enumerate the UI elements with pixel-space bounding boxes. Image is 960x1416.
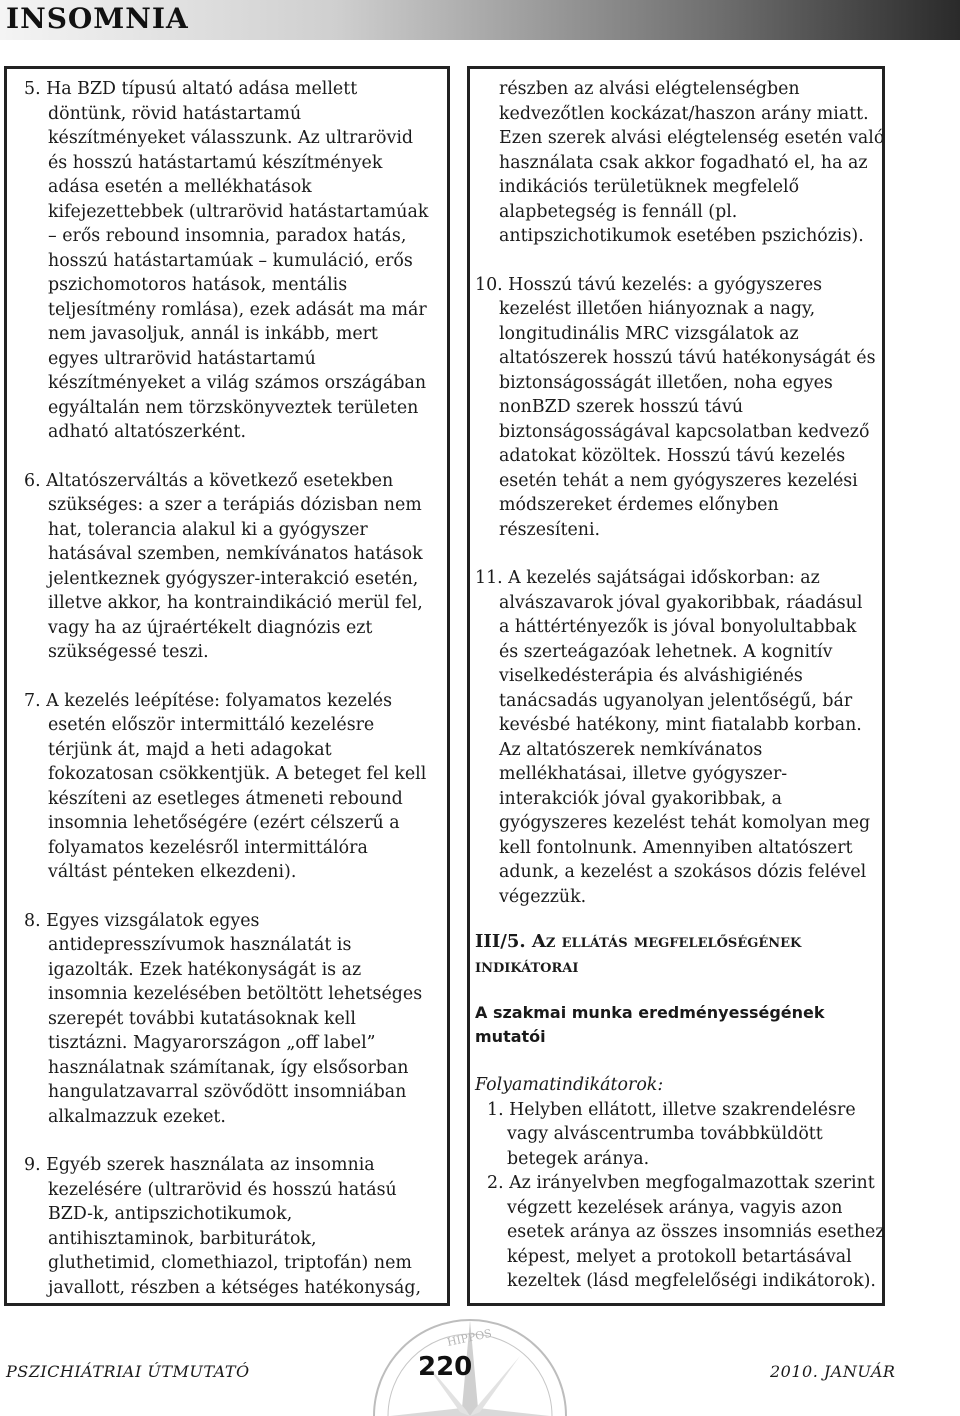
text-line: kell fontolnunk. Amennyiben altatószert bbox=[499, 837, 853, 858]
text-line: használata csak akkor fogadható el, ha az bbox=[499, 152, 868, 173]
text-line: hosszú hatástartamúak – kumuláció, erős bbox=[48, 250, 413, 271]
list-item-5 bbox=[24, 77, 439, 445]
text-line: gluthetimid, clomethiazol, triptofán) nem bbox=[48, 1253, 412, 1273]
text-line: adása esetén a mellékhatások bbox=[48, 177, 312, 197]
text-line: igazolták. Ezek hatékonyságát is az bbox=[48, 959, 362, 980]
text-line: mellékhatásai, illetve gyógyszer- bbox=[499, 764, 788, 784]
text-line: végezzük. bbox=[499, 886, 587, 907]
list-item-10 bbox=[475, 273, 877, 543]
text-line: 11. A kezelés sajátságai időskorban: az bbox=[475, 568, 820, 588]
text-line: pszichomotoros hatások, mentális bbox=[48, 275, 348, 295]
text-line: antihisztaminok, barbiturátok, bbox=[48, 1228, 317, 1249]
sub-heading-line: mutatói bbox=[475, 1027, 546, 1046]
text-line: 7. A kezelés leépítése: folyamatos kezelés bbox=[24, 690, 393, 711]
text-line: végzett kezelések aránya, vagyis azon bbox=[507, 1197, 843, 1218]
text-line: esetek aránya az összes insomniás esethez bbox=[507, 1222, 885, 1242]
text-line: egyes ultrarövid hatástartamú bbox=[48, 348, 316, 369]
text-line: – erős rebound insomnia, paradox hatás, bbox=[48, 226, 407, 246]
text-line: adható altatószerként. bbox=[48, 422, 247, 442]
text-line: váltást pénteken elkezdeni). bbox=[48, 862, 297, 882]
text-line: fokozatosan csökkentjük. A beteget fel kell bbox=[48, 764, 427, 784]
seal-text: HIPPOS bbox=[445, 1326, 493, 1349]
text-line: Ezen szerek alvási elégtelenség esetén való bbox=[499, 128, 885, 148]
text-line: készítményeket a világ számos országában bbox=[48, 373, 427, 393]
text-line: 6. Altatószerváltás a következő esetekben bbox=[24, 470, 394, 491]
footer-publication: PSZICHIÁTRIAI ÚTMUTATÓ bbox=[6, 1362, 250, 1381]
indicator-list bbox=[475, 1098, 885, 1294]
text-line: folyamatos kezelésről intermittálóra bbox=[48, 837, 368, 858]
text-line: biztonságosságát illetően, noha egyes bbox=[499, 372, 833, 393]
text-line: esetén először intermittáló kezelésre bbox=[48, 715, 375, 735]
text-line: antipszichotikumok esetében pszichózis). bbox=[499, 226, 864, 246]
text-line: 5. Ha BZD típusú altató adása mellett bbox=[24, 79, 358, 99]
text-line: kezelést illetően hiányoznak a nagy, bbox=[499, 299, 816, 319]
text-line: és szerteágazóak lehetnek. A kognitív bbox=[499, 641, 833, 662]
text-line: jelentkeznek gyógyszer-interakció esetén, bbox=[48, 568, 419, 589]
text-line: 10. Hosszú távú kezelés: a gyógyszeres bbox=[475, 274, 823, 295]
text-line: kezeltek (lásd megfelelőségi indikátorok). bbox=[507, 1271, 876, 1291]
text-line: képest, melyet a protokoll betartásával bbox=[507, 1246, 852, 1267]
list-item-9-continuation bbox=[475, 77, 885, 249]
text-line: antidepresszívumok használatát is bbox=[48, 935, 352, 955]
section-heading-line: III/5. Az ellátás megfelelőségének bbox=[475, 931, 802, 952]
text-line: altatószerek hosszú távú hatékonyságát és bbox=[499, 348, 876, 368]
indicators-label: Folyamatindikátorok: bbox=[475, 1075, 664, 1095]
text-line: szükséges: a szer a terápiás dózisban nem bbox=[48, 495, 422, 515]
right-column bbox=[475, 77, 885, 1294]
section-heading-line: indikátorai bbox=[475, 956, 579, 977]
text-line: esetén tehát a nem gyógyszeres kezelési bbox=[499, 470, 858, 491]
list-item-7 bbox=[24, 689, 439, 885]
text-line: szerepét további kutatásoknak kell bbox=[48, 1008, 356, 1029]
text-line: kezelésére (ultrarövid és hosszú hatású bbox=[48, 1179, 397, 1200]
text-line: 8. Egyes vizsgálatok egyes bbox=[24, 910, 260, 931]
text-line: kevésbé hatékony, mint fiatalabb korban. bbox=[499, 715, 862, 735]
text-line: módszereket érdemes előnyben bbox=[499, 495, 779, 515]
text-line: BZD-k, antipszichotikumok, bbox=[48, 1204, 293, 1224]
text-line: longitudinális MRC vizsgálatok az bbox=[499, 323, 799, 344]
text-line: hat, tolerancia alakul ki a gyógyszer bbox=[48, 519, 368, 540]
text-line: nonBZD szerek hosszú távú bbox=[499, 397, 744, 417]
text-line: biztonságosságával kapcsolatban kedvező bbox=[499, 421, 870, 442]
text-line: szükségessé teszi. bbox=[48, 642, 209, 662]
text-line: insomnia kezelésében betöltött lehetséges bbox=[48, 984, 423, 1004]
list-item-9 bbox=[24, 1153, 439, 1300]
text-line: 2. Az irányelvben megfogalmazottak szerint bbox=[487, 1173, 875, 1193]
text-line: hatásával szemben, nemkívánatos hatások bbox=[48, 544, 423, 564]
sub-heading-line: A szakmai munka eredményességének bbox=[475, 1003, 825, 1022]
text-line: 1. Helyben ellátott, illetve szakrendelésre bbox=[487, 1099, 856, 1120]
text-line: teljesítmény romlása), ezek adását ma már bbox=[48, 299, 427, 320]
text-line: döntünk, rövid hatástartamú bbox=[48, 103, 302, 124]
text-line: alvászavarok jóval gyakoribbak, ráadásul bbox=[499, 592, 863, 613]
text-line: kedvezőtlen kockázat/haszon arány miatt. bbox=[499, 103, 869, 124]
text-line: egyáltalán nem törzskönyveztek területen bbox=[48, 397, 419, 418]
text-line: készíteni az esetleges átmeneti rebound bbox=[48, 788, 403, 809]
section-heading bbox=[475, 929, 877, 979]
text-line: nem javasoljuk, annál is inkább, mert bbox=[48, 324, 378, 344]
running-title: INSOMNIA bbox=[6, 2, 189, 35]
list-item-11 bbox=[475, 566, 877, 909]
text-line: betegek aránya. bbox=[507, 1148, 650, 1169]
list-item-8 bbox=[24, 909, 439, 1130]
text-line: illetve akkor, ha kontraindikáció merül fel, bbox=[48, 593, 423, 613]
text-line: tisztázni. Magyarországon „off label” bbox=[48, 1033, 376, 1053]
text-line: alapbetegség is fennáll (pl. bbox=[499, 201, 738, 222]
text-line: insomnia lehetőségére (ezért célszerű a bbox=[48, 813, 400, 833]
text-line: vagy alváscentrumba továbbküldött bbox=[507, 1124, 823, 1144]
indicator-item-2 bbox=[475, 1171, 885, 1294]
footer-date: 2010. JANUÁR bbox=[770, 1362, 896, 1381]
list-item-6 bbox=[24, 469, 439, 665]
text-line: 9. Egyéb szerek használata az insomnia bbox=[24, 1155, 375, 1175]
text-line: javallott, részben a kétséges hatékonyság, bbox=[48, 1277, 422, 1298]
indicator-item-1 bbox=[475, 1098, 877, 1172]
text-line: részben az alvási elégtelenségben bbox=[499, 79, 800, 99]
text-line: adunk, a kezelést a szokásos dózis felével bbox=[499, 862, 867, 882]
text-line: használatnak számítanak, így elsősorban bbox=[48, 1057, 409, 1078]
text-line: hangulatzavarral szövődött insomniában bbox=[48, 1082, 407, 1102]
header-band bbox=[0, 0, 960, 40]
text-line: készítményeket válasszunk. Az ultrarövid bbox=[48, 128, 414, 148]
text-line: térjünk át, majd a heti adagokat bbox=[48, 739, 332, 760]
text-line: a háttértényezők is jóval bonyolultabbak bbox=[499, 617, 857, 637]
text-line: adatokat közöltek. Hosszú távú kezelés bbox=[499, 446, 846, 466]
text-line: gyógyszeres kezelést tehát komolyan meg bbox=[499, 813, 871, 833]
text-line: vagy ha az újraértékelt diagnózis ezt bbox=[48, 617, 373, 638]
sub-heading bbox=[475, 1001, 877, 1049]
page-number: 220 bbox=[418, 1352, 473, 1382]
text-line: és hosszú hatástartamú készítmények bbox=[48, 152, 383, 173]
text-line: alkalmazzuk ezeket. bbox=[48, 1106, 226, 1127]
text-line: interakciók jóval gyakoribbak, a bbox=[499, 788, 783, 809]
text-line: részesíteni. bbox=[499, 519, 601, 540]
text-line: tanácsadás ugyanolyan jelentőségű, bár bbox=[499, 690, 853, 711]
text-line: kifejezettebbek (ultrarövid hatástartamúak bbox=[48, 201, 429, 222]
text-line: Az altatószerek nemkívánatos bbox=[499, 739, 763, 760]
text-line: indikációs területüknek megfelelő bbox=[499, 177, 800, 197]
text-line: viselkedésterápia és alváshigiénés bbox=[499, 666, 803, 686]
left-column bbox=[24, 77, 439, 1324]
